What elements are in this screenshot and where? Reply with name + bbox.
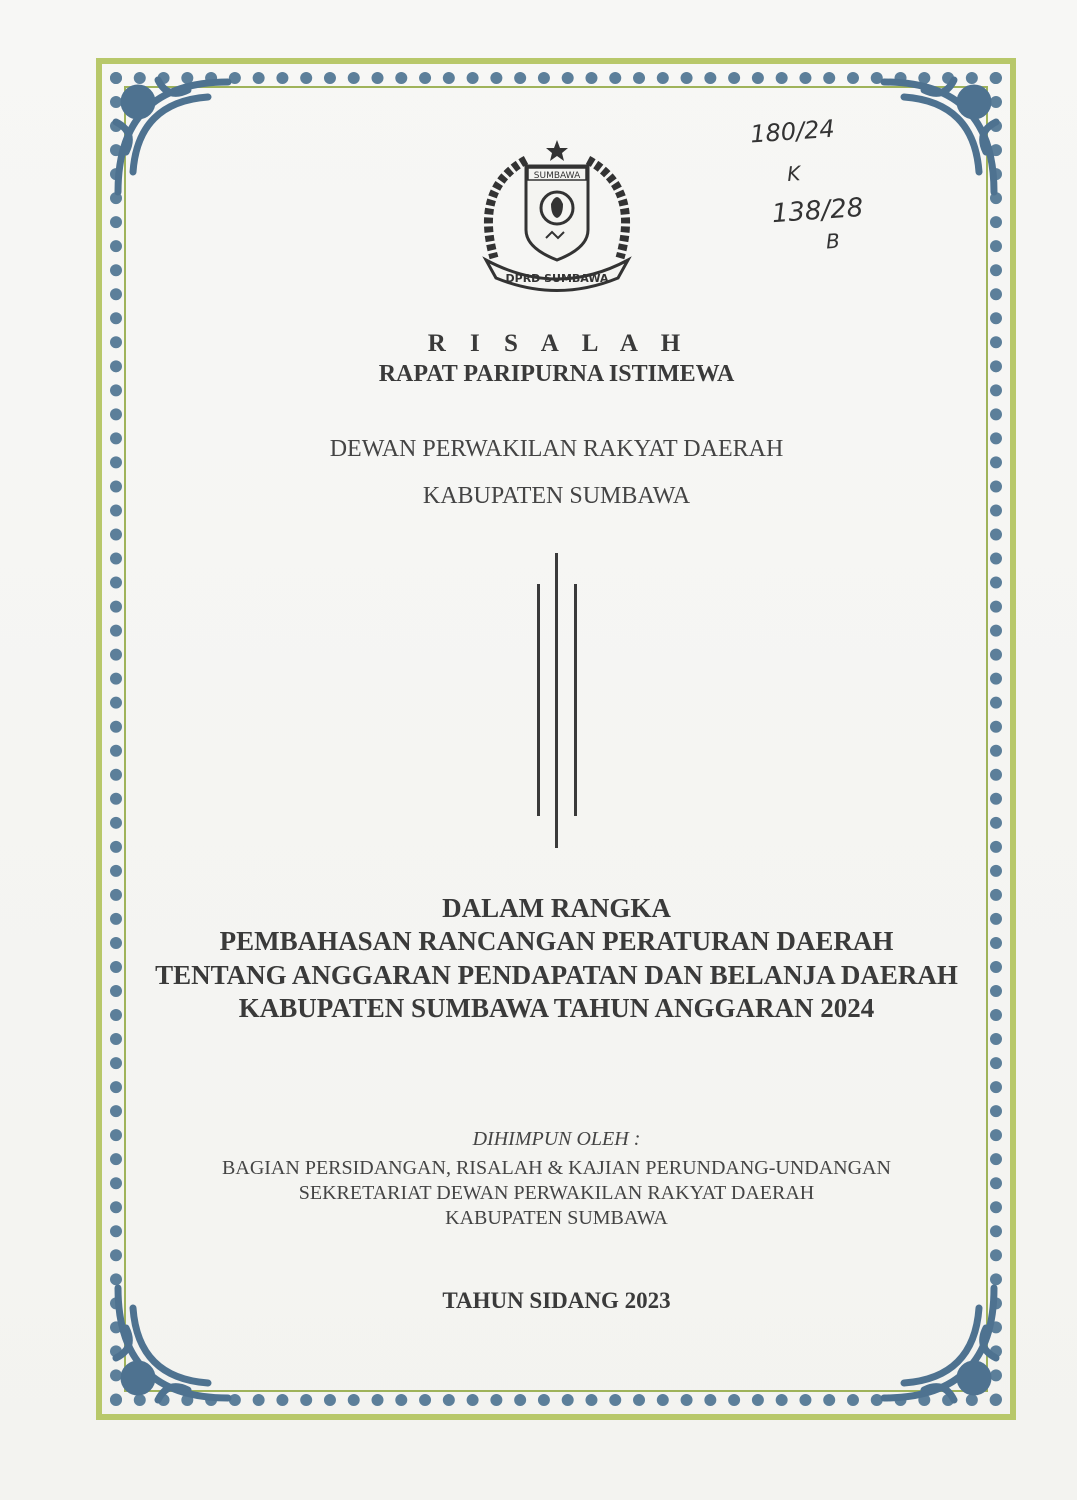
compiler-line-3: KABUPATEN SUMBAWA — [445, 1207, 668, 1229]
dprd-emblem-icon — [466, 138, 648, 298]
ornament-corner-top-right — [864, 62, 1014, 212]
divider-line-left — [537, 584, 540, 816]
region-name: KABUPATEN SUMBAWA — [422, 483, 691, 509]
topic-line-4: KABUPATEN SUMBAWA TAHUN ANGGARAN 2024 — [238, 993, 875, 1023]
institution-name: DEWAN PERWAKILAN RAKYAT DAERAH — [329, 436, 784, 462]
handwritten-annotation — [747, 106, 887, 265]
handwritten-line-1: 180/24 — [749, 114, 836, 149]
session-year: TAHUN SIDANG 2023 — [442, 1288, 671, 1313]
compiler-label: DIHIMPUN OLEH : — [472, 1128, 641, 1150]
compiler-line-2: SEKRETARIAT DEWAN PERWAKILAN RAKYAT DAERAH — [298, 1182, 815, 1204]
handwritten-line-2: K — [786, 161, 802, 187]
ornament-corner-top-left — [98, 62, 248, 212]
handwritten-line-4: B — [825, 228, 841, 254]
topic-line-2: PEMBAHASAN RANCANGAN PERATURAN DAERAH — [219, 926, 894, 956]
divider-line-right — [574, 584, 577, 816]
divider-line-center — [555, 553, 558, 848]
compiler-line-1: BAGIAN PERSIDANGAN, RISALAH & KAJIAN PERUNDANG-UNDANGAN — [222, 1157, 891, 1179]
topic-line-1: DALAM RANGKA — [442, 893, 671, 923]
emblem-top-label: SUMBAWA — [533, 171, 581, 181]
topic-line-3: TENTANG ANGGARAN PENDAPATAN DAN BELANJA DAERAH — [155, 960, 958, 990]
document-title: R I S A L A H — [427, 330, 690, 357]
document-subtitle: RAPAT PARIPURNA ISTIMEWA — [378, 361, 735, 387]
handwritten-line-3: 138/28 — [770, 192, 865, 230]
emblem-ribbon-label: DPRD SUMBAWA — [505, 272, 609, 285]
